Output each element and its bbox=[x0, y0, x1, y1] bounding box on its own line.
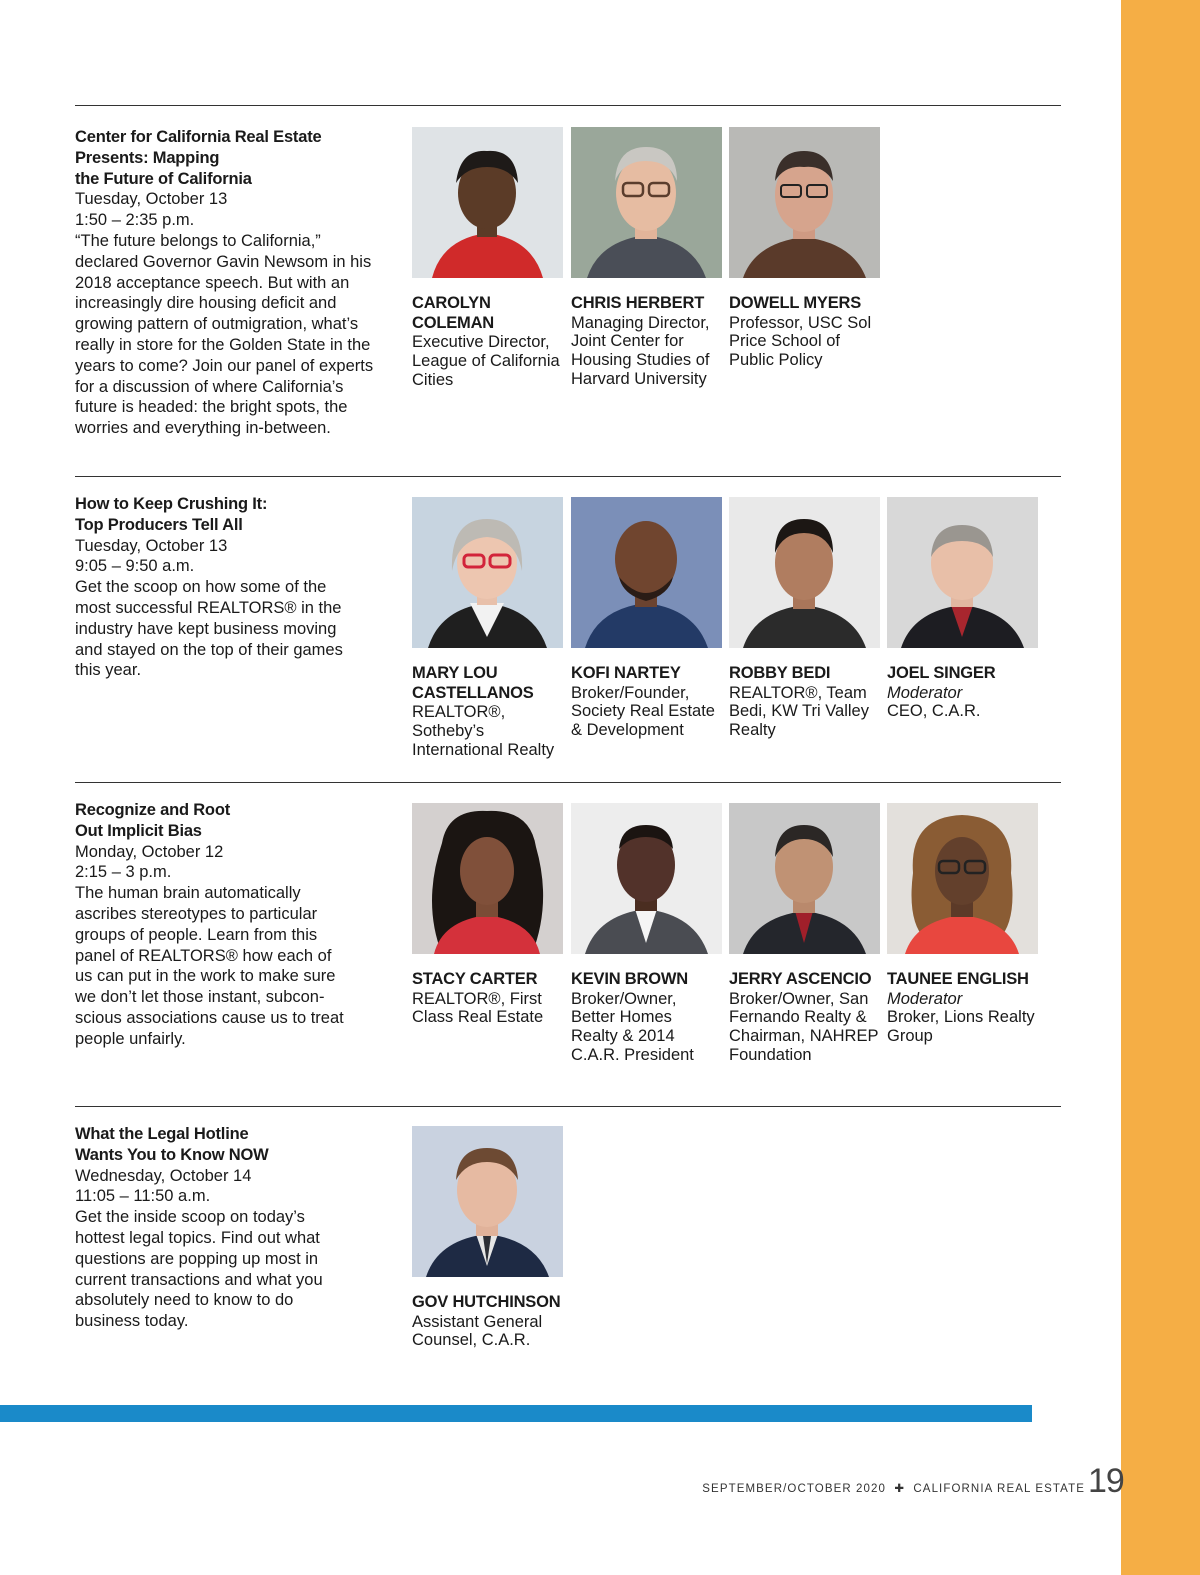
portrait-icon bbox=[729, 127, 880, 278]
speaker-card bbox=[412, 803, 564, 1027]
speaker-photo bbox=[571, 803, 722, 954]
speaker-name: KEVIN BROWN bbox=[571, 970, 688, 988]
speaker-name: STACY CARTER bbox=[412, 970, 538, 988]
session-block bbox=[75, 127, 375, 439]
session-title-line: How to Keep Crushing It: bbox=[75, 495, 268, 513]
speaker-photo bbox=[729, 803, 880, 954]
speaker-role: Moderator bbox=[887, 989, 963, 1008]
speaker-name: DOWELL MYERS bbox=[729, 294, 862, 312]
speaker-card bbox=[412, 127, 564, 389]
portrait-icon bbox=[412, 127, 563, 278]
speaker-card bbox=[412, 1126, 564, 1350]
section-divider bbox=[75, 1106, 1061, 1107]
speaker-bio: Broker, Lions Realty Group bbox=[887, 1008, 1035, 1046]
speaker-photo bbox=[729, 497, 880, 648]
session-title bbox=[75, 800, 350, 842]
speaker-photo bbox=[729, 127, 880, 278]
session-description: The human brain automatically ascribes stereotypes to particular groups of people. Learn from this panel of REALTORS® how each of us can put in the work to make sure we don’t let those instant, subcon-scious associations cause us to treat people unfairly. bbox=[75, 884, 344, 1048]
speaker-card bbox=[887, 497, 1039, 721]
session-title-line: Recognize and Root bbox=[75, 801, 230, 819]
session-date: Wednesday, October 14 bbox=[75, 1166, 252, 1185]
session-time: 1:50 – 2:35 p.m. bbox=[75, 211, 195, 230]
speaker-bio: Broker/Owner, San Fernando Realty & Chairman, NAHREP Foundation bbox=[729, 989, 879, 1064]
footer-issue: SEPTEMBER/OCTOBER 2020 bbox=[702, 1483, 887, 1495]
speaker-photo bbox=[412, 1126, 563, 1277]
session-title-line: Wants You to Know NOW bbox=[75, 1145, 269, 1164]
page-number: 19 bbox=[1088, 1462, 1124, 1500]
speaker-card bbox=[729, 803, 881, 1065]
session-title bbox=[75, 127, 375, 189]
portrait-icon bbox=[571, 127, 722, 278]
portrait-icon bbox=[887, 803, 1038, 954]
portrait-icon bbox=[412, 803, 563, 954]
speaker-name: JERRY ASCENCIO bbox=[729, 970, 872, 988]
session-title-line: the Future of California bbox=[75, 169, 252, 188]
session-date: Tuesday, October 13 bbox=[75, 190, 228, 209]
portrait-icon bbox=[729, 497, 880, 648]
portrait-icon bbox=[412, 1126, 563, 1277]
speaker-card bbox=[571, 127, 723, 389]
speaker-bio: REALTOR®, Team Bedi, KW Tri Valley Realty bbox=[729, 683, 869, 740]
speaker-photo bbox=[412, 803, 563, 954]
session-time: 9:05 – 9:50 a.m. bbox=[75, 557, 195, 576]
speaker-name: TAUNEE ENGLISH bbox=[887, 970, 1029, 988]
session-description: “The future belongs to California,” declared Governor Gavin Newsom in his 2018 acceptance speech. But with an increasingly dire housing deficit and growing pattern of outmigration, what’s really in store for the Golden State in the years to come? Join our panel of experts for a discussion of where California’s future is headed: the bright spots, the worries and everything in-between. bbox=[75, 231, 374, 438]
orange-side-stripe bbox=[1121, 0, 1200, 1575]
speaker-bio: Broker/Founder, Society Real Estate & Development bbox=[571, 683, 715, 740]
speaker-bio: REALTOR®, First Class Real Estate bbox=[412, 989, 544, 1027]
speaker-name: JOEL SINGER bbox=[887, 664, 996, 682]
speaker-name: KOFI NARTEY bbox=[571, 664, 681, 682]
section-divider bbox=[75, 105, 1061, 106]
speaker-photo bbox=[571, 127, 722, 278]
page-footer bbox=[702, 1481, 1085, 1495]
blue-accent-bar bbox=[0, 1405, 1032, 1422]
speaker-name: ROBBY BEDI bbox=[729, 664, 831, 682]
portrait-icon bbox=[729, 803, 880, 954]
speaker-card bbox=[571, 497, 723, 740]
session-title-line: Out Implicit Bias bbox=[75, 821, 202, 840]
footer-separator: ✚ bbox=[894, 1483, 906, 1495]
speaker-photo bbox=[887, 803, 1038, 954]
section-divider bbox=[75, 782, 1061, 783]
session-time: 11:05 – 11:50 a.m. bbox=[75, 1187, 211, 1206]
speaker-role: Moderator bbox=[887, 683, 963, 702]
speaker-bio: Executive Director, League of California Cities bbox=[412, 333, 560, 389]
session-date: Monday, October 12 bbox=[75, 842, 224, 861]
session-title-line: Center for California Real Estate bbox=[75, 128, 322, 146]
speaker-card bbox=[571, 803, 723, 1065]
speaker-photo bbox=[412, 497, 563, 648]
speaker-photo bbox=[887, 497, 1038, 648]
speaker-bio: CEO, C.A.R. bbox=[887, 702, 981, 721]
session-title-line: Presents: Mapping bbox=[75, 148, 220, 167]
session-title-line: Top Producers Tell All bbox=[75, 515, 243, 534]
session-title bbox=[75, 1124, 345, 1166]
portrait-icon bbox=[887, 497, 1038, 648]
speaker-bio: REALTOR®, Sotheby’s International Realty bbox=[412, 703, 555, 759]
session-block bbox=[75, 494, 345, 681]
portrait-icon bbox=[412, 497, 563, 648]
speaker-photo bbox=[412, 127, 563, 278]
speaker-name: CHRIS HERBERT bbox=[571, 294, 705, 312]
session-date: Tuesday, October 13 bbox=[75, 536, 228, 555]
speaker-name: CAROLYN COLEMAN bbox=[412, 294, 495, 332]
speaker-name: GOV HUTCHINSON bbox=[412, 1293, 561, 1311]
portrait-icon bbox=[571, 803, 722, 954]
speaker-bio: Managing Director, Joint Center for Housing Studies of Harvard University bbox=[571, 313, 710, 388]
session-time: 2:15 – 3 p.m. bbox=[75, 863, 172, 882]
session-title-line: What the Legal Hotline bbox=[75, 1125, 249, 1143]
section-divider bbox=[75, 476, 1061, 477]
speaker-bio: Assistant General Counsel, C.A.R. bbox=[412, 1312, 543, 1350]
portrait-icon bbox=[571, 497, 722, 648]
session-block bbox=[75, 800, 350, 1050]
speaker-bio: Broker/Owner, Better Homes Realty & 2014 C.A.R. President bbox=[571, 989, 694, 1064]
session-description: Get the inside scoop on today’s hottest legal topics. Find out what questions are popping up most in current transactions and what you absolutely need to know to do business today. bbox=[75, 1208, 323, 1331]
session-description: Get the scoop on how some of the most successful REALTORS® in the industry have kept business moving and stayed on the top of their games this year. bbox=[75, 578, 343, 680]
speaker-name: MARY LOU CASTELLANOS bbox=[412, 664, 534, 702]
speaker-card bbox=[729, 497, 881, 740]
speaker-photo bbox=[571, 497, 722, 648]
speaker-bio: Professor, USC Sol Price School of Public Policy bbox=[729, 313, 872, 370]
speaker-card bbox=[729, 127, 881, 370]
speaker-card bbox=[412, 497, 564, 759]
footer-magazine: CALIFORNIA REAL ESTATE bbox=[913, 1483, 1085, 1495]
speaker-card bbox=[887, 803, 1039, 1046]
session-title bbox=[75, 494, 345, 536]
session-block bbox=[75, 1124, 345, 1332]
